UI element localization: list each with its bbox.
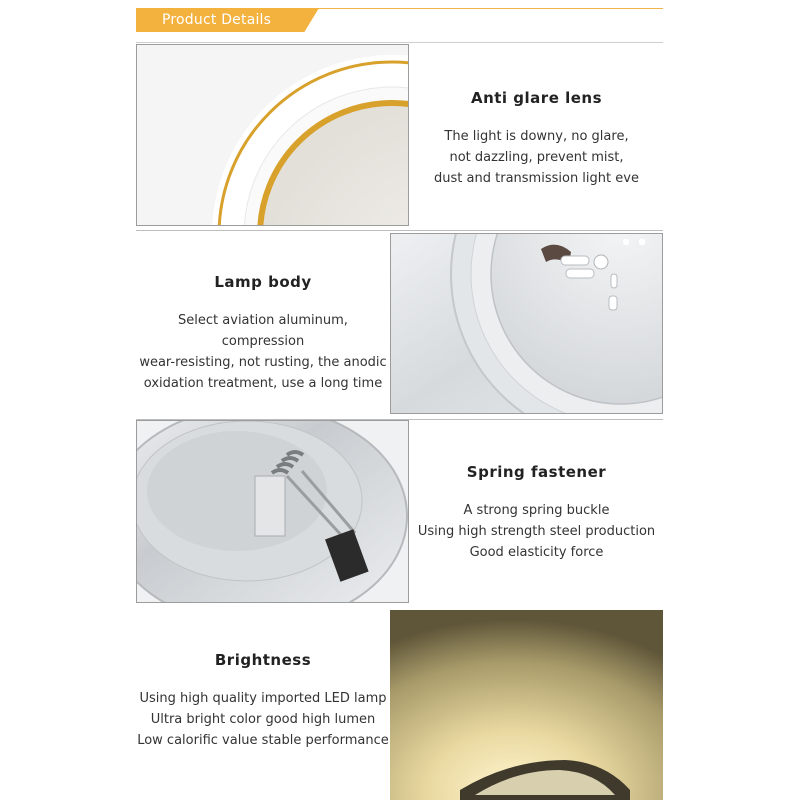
description-line: Select aviation aluminum, compression (178, 313, 348, 349)
description-line: A strong spring buckle (463, 503, 610, 518)
description-line: wear-resisting, not rusting, the anodic (139, 355, 387, 370)
description-line: Using high strength steel production (417, 524, 656, 539)
description-line: dust and transmission light eve (434, 171, 639, 186)
description-line: Low calorific value stable performance (137, 733, 389, 748)
section-description (410, 500, 663, 563)
section-description (136, 310, 390, 394)
description-line: Ultra bright color good high lumen (150, 712, 376, 727)
description-line: oxidation treatment, use a long time (143, 376, 383, 391)
anti-glare-lens-photo (136, 44, 409, 226)
section-description (410, 126, 663, 189)
header-divider (136, 42, 663, 43)
brightness-photo (390, 610, 663, 800)
description-line: not dazzling, prevent mist, (449, 150, 624, 165)
spring-fastener-photo (136, 420, 409, 603)
header-title: Product Details (162, 12, 272, 28)
section-divider (136, 230, 663, 231)
description-line: The light is downy, no glare, (444, 129, 629, 144)
section-title: Spring fastener (466, 463, 607, 481)
description-line: Using high quality imported LED lamp (139, 691, 387, 706)
section-title: Lamp body (214, 273, 312, 291)
section-title: Brightness (214, 651, 312, 669)
description-line: Good elasticity force (469, 545, 604, 560)
section-description (136, 688, 390, 751)
section-title: Anti glare lens (470, 89, 603, 107)
lamp-body-photo (390, 233, 663, 414)
